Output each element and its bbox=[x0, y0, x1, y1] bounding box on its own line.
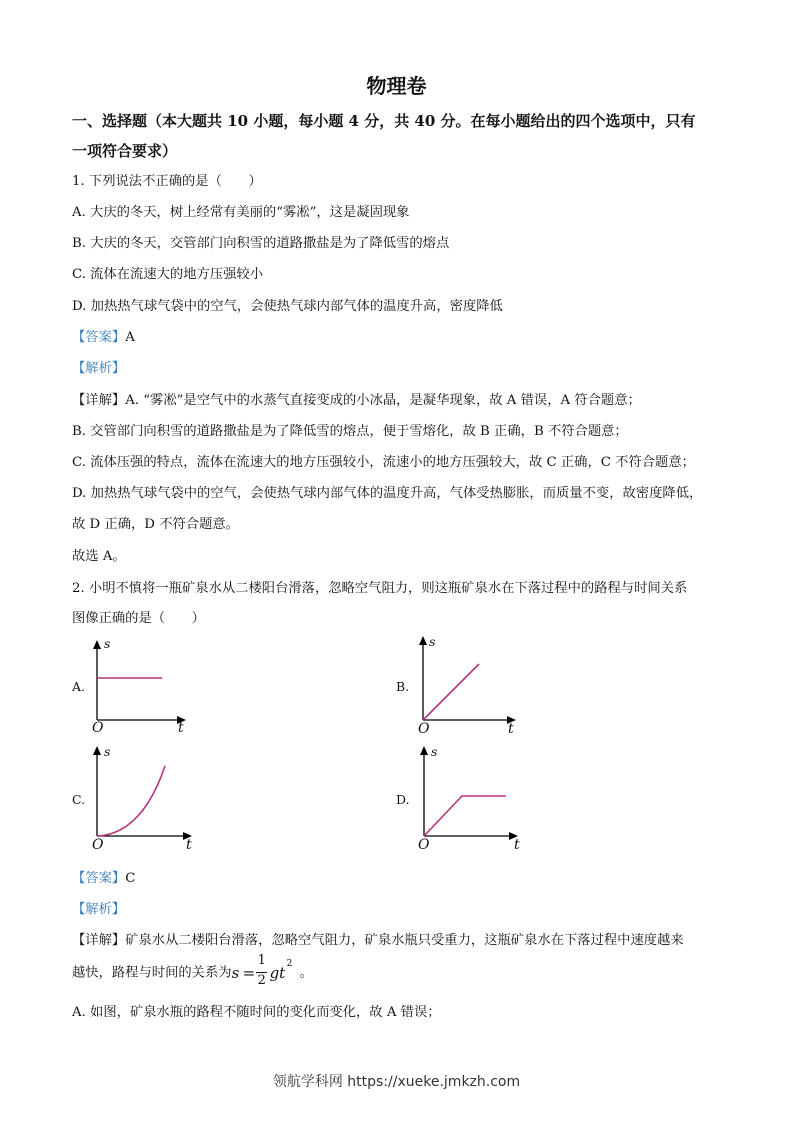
detail-text: 越快，路程与时间的关系为 bbox=[72, 965, 232, 981]
answer-value: C bbox=[125, 871, 136, 886]
graph-a bbox=[72, 636, 202, 740]
option-label: D. bbox=[396, 792, 410, 807]
q1-analysis bbox=[72, 359, 125, 379]
q1-stem: 1. 下列说法不正确的是（ ） bbox=[72, 174, 262, 189]
q2-stem-line2: 图像正确的是（ ） bbox=[72, 611, 205, 626]
graph-d-svg bbox=[396, 742, 526, 854]
q1-detail-line-5: 故 D 正确，D 不符合题意。 bbox=[72, 517, 239, 532]
q1-detail-line-6: 故选 A。 bbox=[72, 549, 126, 564]
q1-detail-line-3: C. 流体压强的特点，流体在流速大的地方压强较小，流速小的地方压强较大，故 C 正确，C 不符合题意； bbox=[72, 455, 695, 470]
y-arrow bbox=[419, 636, 427, 645]
formula-numerator: 1 bbox=[257, 953, 266, 968]
x-axis-label: t bbox=[178, 720, 184, 736]
q1-detail-line-1 bbox=[72, 391, 641, 411]
s-t-curve bbox=[423, 664, 479, 720]
formula-gt: gt bbox=[269, 964, 286, 982]
footer-watermark: 领航学科网 https://xueke.jmkzh.com bbox=[272, 1074, 521, 1090]
q2-stem-line1: 2. 小明不慎将一瓶矿泉水从二楼阳台滑落，忽略空气阻力，则这瓶矿泉水在下落过程中的路程与时间关系 bbox=[72, 581, 688, 596]
q1-detail-line-4: D. 加热热气球气袋中的空气，会使热气球内部气体的温度升高，气体受热膨胀，而质量不变，故密度降低， bbox=[72, 486, 703, 501]
q1-option-c: C. 流体在流速大的地方压强较小 bbox=[72, 267, 264, 282]
x-axis-label: t bbox=[514, 837, 520, 853]
formula-eq: = bbox=[242, 964, 256, 982]
q2-answer bbox=[72, 869, 135, 889]
analysis-tag: 【解析】 bbox=[72, 361, 126, 376]
y-axis-label: s bbox=[431, 744, 438, 759]
y-arrow bbox=[420, 746, 428, 755]
q1-option-b: B. 大庆的冬天，交管部门向积雪的道路撒盐是为了降低雪的熔点 bbox=[72, 236, 450, 251]
formula-exponent: 2 bbox=[286, 959, 293, 969]
y-axis-label: s bbox=[104, 636, 111, 651]
q1-option-a: A. 大庆的冬天，树上经常有美丽的“雾凇”，这是凝固现象 bbox=[72, 205, 410, 220]
x-axis-label: t bbox=[186, 837, 192, 853]
q1-detail-line-2: B. 交管部门向积雪的道路撒盐是为了降低雪的熔点，便于雪熔化，故 B 正确，B 不符合题意； bbox=[72, 424, 628, 439]
answer-value: A bbox=[125, 330, 135, 345]
option-label: A. bbox=[72, 679, 86, 694]
answer-tag: 【答案】 bbox=[72, 330, 126, 345]
formula-denominator: 2 bbox=[257, 973, 266, 988]
y-arrow bbox=[93, 640, 101, 649]
origin-label: O bbox=[418, 837, 430, 853]
option-label: B. bbox=[396, 679, 410, 694]
formula-lhs: s bbox=[231, 964, 240, 982]
detail-tag: 【详解】 bbox=[72, 933, 126, 948]
detail-text: 。 bbox=[299, 965, 313, 981]
q2-detail-line-2 bbox=[72, 953, 313, 991]
detail-text: 矿泉水从二楼阳台滑落，忽略空气阻力，矿泉水瓶只受重力，这瓶矿泉水在下落过程中速度越来 bbox=[125, 933, 684, 948]
y-arrow bbox=[93, 746, 101, 755]
q1-option-d: D. 加热热气球气袋中的空气，会使热气球内部气体的温度升高，密度降低 bbox=[72, 299, 503, 314]
graph-d bbox=[396, 742, 526, 854]
s-t-curve bbox=[424, 796, 506, 836]
graph-b bbox=[396, 632, 526, 740]
detail-tag: 【详解】 bbox=[72, 393, 126, 408]
section-heading-line2: 一项符合要求） bbox=[72, 142, 178, 160]
q2-analysis bbox=[72, 900, 125, 920]
q2-detail-line-1 bbox=[72, 931, 684, 951]
origin-label: O bbox=[418, 721, 430, 737]
q1-answer bbox=[72, 328, 135, 348]
x-axis-label: t bbox=[508, 721, 514, 737]
graph-c bbox=[72, 742, 202, 854]
origin-label: O bbox=[92, 720, 104, 736]
section-heading-line1: 一、选择题（本大题共 10 小题，每小题 4 分，共 40 分。在每小题给出的四个选项中，只有 bbox=[72, 112, 696, 130]
page-title: 物理卷 bbox=[366, 74, 427, 98]
q2-detail-line-3: A. 如图，矿泉水瓶的路程不随时间的变化而变化，故 A 错误； bbox=[72, 1005, 441, 1020]
option-label: C. bbox=[72, 792, 86, 807]
detail-text: A. “雾凇”是空气中的水蒸气直接变成的小冰晶，是凝华现象，故 A 错误，A 符合题意； bbox=[125, 393, 641, 408]
y-axis-label: s bbox=[104, 744, 111, 759]
origin-label: O bbox=[92, 837, 104, 853]
y-axis-label: s bbox=[429, 634, 436, 649]
formula bbox=[231, 953, 300, 990]
graph-b-svg bbox=[396, 632, 526, 740]
answer-tag: 【答案】 bbox=[72, 871, 126, 886]
s-t-curve bbox=[97, 766, 165, 836]
analysis-tag: 【解析】 bbox=[72, 902, 126, 917]
